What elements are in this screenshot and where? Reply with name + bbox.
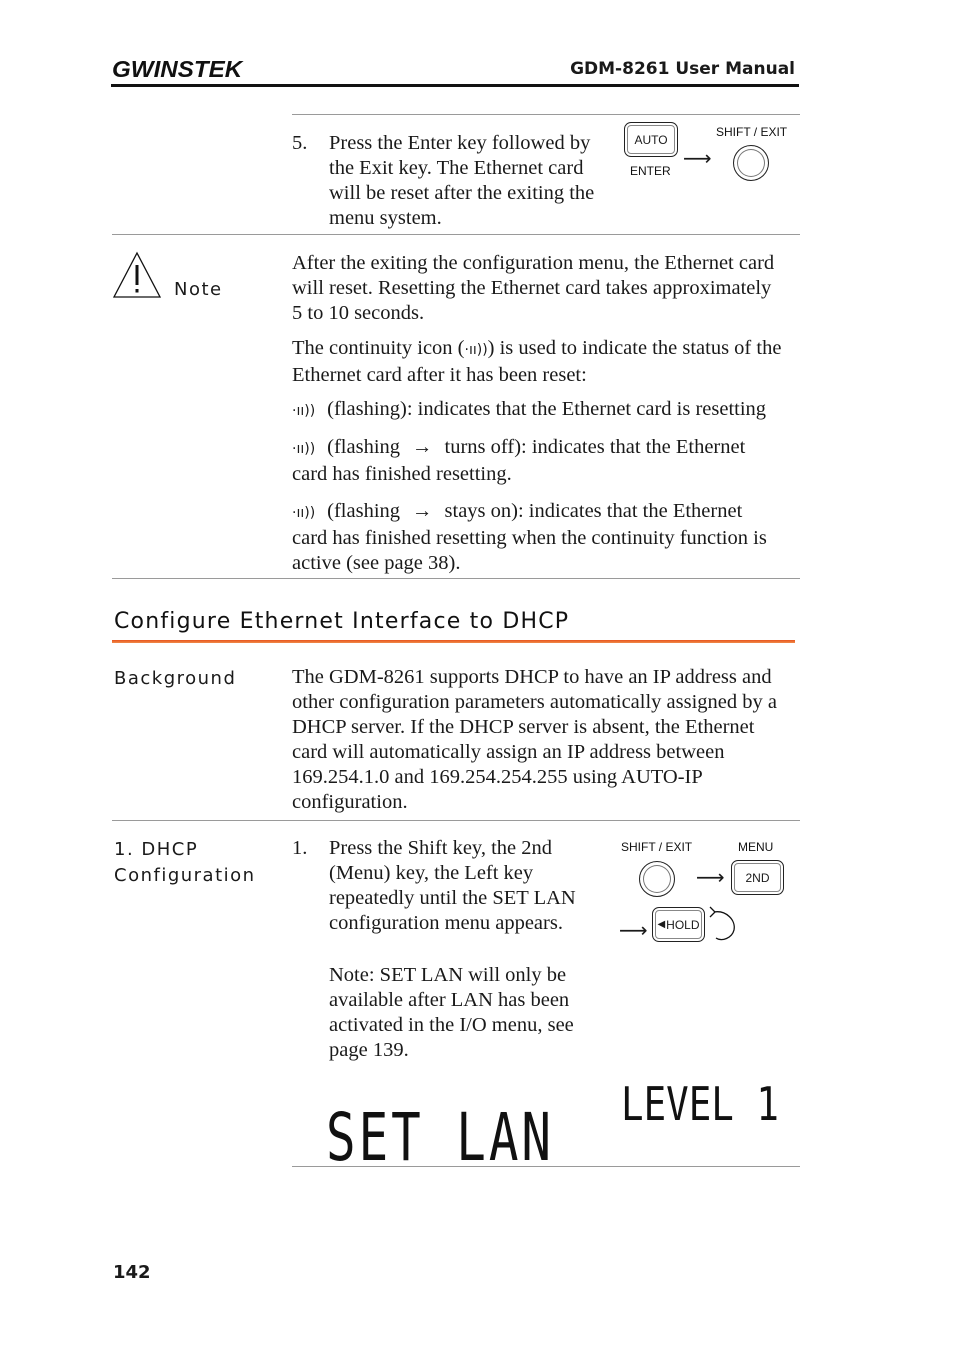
note-item2-start: (flashing (327, 436, 401, 458)
lcd-sub-display (621, 1077, 781, 1131)
note-para2-end: ) is used to indicate the status of the Ethernet card after it has been reset: (292, 337, 782, 386)
gwinstek-logo: GWINSTEK (112, 56, 243, 82)
continuity-icon: ·ıı)) (292, 441, 316, 457)
arrow-right-icon: ⟶ (683, 146, 712, 170)
menu-key-label: MENU (738, 840, 774, 854)
note-para1: After the exiting the configuration menu, the Ethernet card will reset. Resetting the Ethernet card takes approximately 5 to 10 seconds. (292, 252, 775, 324)
left-triangle-icon: ◀ (657, 919, 666, 930)
step5-text: Press the Enter key followed by the Exit key. The Ethernet card will be reset after the exiting the menu system. (329, 132, 595, 229)
dhcp-step-note: Note: SET LAN will only be available after LAN has been activated in the I/O menu, see page 139. (329, 964, 574, 1061)
note-item3-end: stays on): indicates that the Ethernet card has finished resetting when the continuity function is active (see page 38). (292, 500, 767, 574)
note-para2-start: The continuity icon ( (292, 337, 465, 359)
continuity-icon: ·ıı)) (464, 342, 488, 358)
arrow-right-icon: → (412, 436, 433, 458)
lcd-sub-text: LEVEL 1 (621, 1077, 779, 1131)
shift-exit-key-label: SHIFT / EXIT (621, 840, 693, 854)
shift-exit-key-label: SHIFT / EXIT (716, 125, 788, 139)
continuity-icon: ·ıı)) (292, 403, 316, 419)
arrow-right-icon: → (412, 500, 433, 522)
auto-key[interactable] (624, 122, 678, 157)
step5-number: 5. (292, 132, 308, 154)
dhcp-step-number: 1. (292, 837, 308, 859)
enter-key-label: ENTER (630, 164, 671, 178)
note-item3 (292, 499, 782, 576)
repeat-arrow-icon (704, 906, 738, 942)
note-para2 (292, 336, 782, 388)
note-item2-end: turns off): indicates that the Ethernet card has finished resetting. (292, 436, 746, 485)
dhcp-config-label (114, 837, 256, 889)
step5-bottom-rule (112, 234, 800, 235)
shift-exit-key[interactable] (733, 145, 769, 181)
dhcp-bottom-rule (292, 1166, 800, 1167)
header-rule (111, 84, 799, 87)
second-key[interactable] (731, 860, 784, 895)
note-item2 (292, 435, 782, 487)
arrow-right-icon: ⟶ (696, 865, 725, 889)
dhcp-config-label-line2: Configuration (114, 865, 256, 886)
step5-top-rule (292, 114, 800, 115)
background-bottom-rule (112, 820, 800, 821)
arrow-right-icon: ⟶ (619, 918, 648, 942)
section-title: Configure Ethernet Interface to DHCP (114, 609, 570, 634)
note-item1 (292, 397, 792, 424)
manual-title: GDM-8261 User Manual (570, 59, 795, 79)
hold-left-key[interactable] (652, 907, 705, 942)
dhcp-config-label-line1: 1. DHCP (114, 839, 199, 860)
hold-key-label: HOLD (666, 917, 700, 932)
lcd-main-display (326, 1099, 556, 1176)
auto-key-label: AUTO (634, 132, 668, 147)
lcd-main-text: SET LAN (326, 1099, 554, 1176)
note-label: Note (174, 279, 223, 300)
dhcp-step-text: Press the Shift key, the 2nd (Menu) key, the Left key repeatedly until the SET LAN configuration menu appears. (329, 837, 576, 934)
note-bottom-rule (112, 578, 800, 579)
background-label: Background (114, 668, 237, 689)
section-title-rule (112, 640, 795, 643)
second-key-label: 2ND (745, 870, 770, 885)
shift-exit-key[interactable] (639, 861, 675, 897)
page-number: 142 (113, 1262, 151, 1283)
note-item3-start: (flashing (327, 500, 401, 522)
continuity-icon: ·ıı)) (292, 505, 316, 521)
note-item1-text: (flashing): indicates that the Ethernet card is resetting (327, 398, 767, 420)
background-text: The GDM-8261 supports DHCP to have an IP address and other configuration parameters automatically assigned by a DHCP server. If the DHCP server is absent, the Ethernet card will automatically assign an IP address between 169.254.1.0 and 169.254.254.255 using AUTO-IP configuration. (292, 666, 777, 813)
warning-triangle-icon (112, 251, 162, 299)
